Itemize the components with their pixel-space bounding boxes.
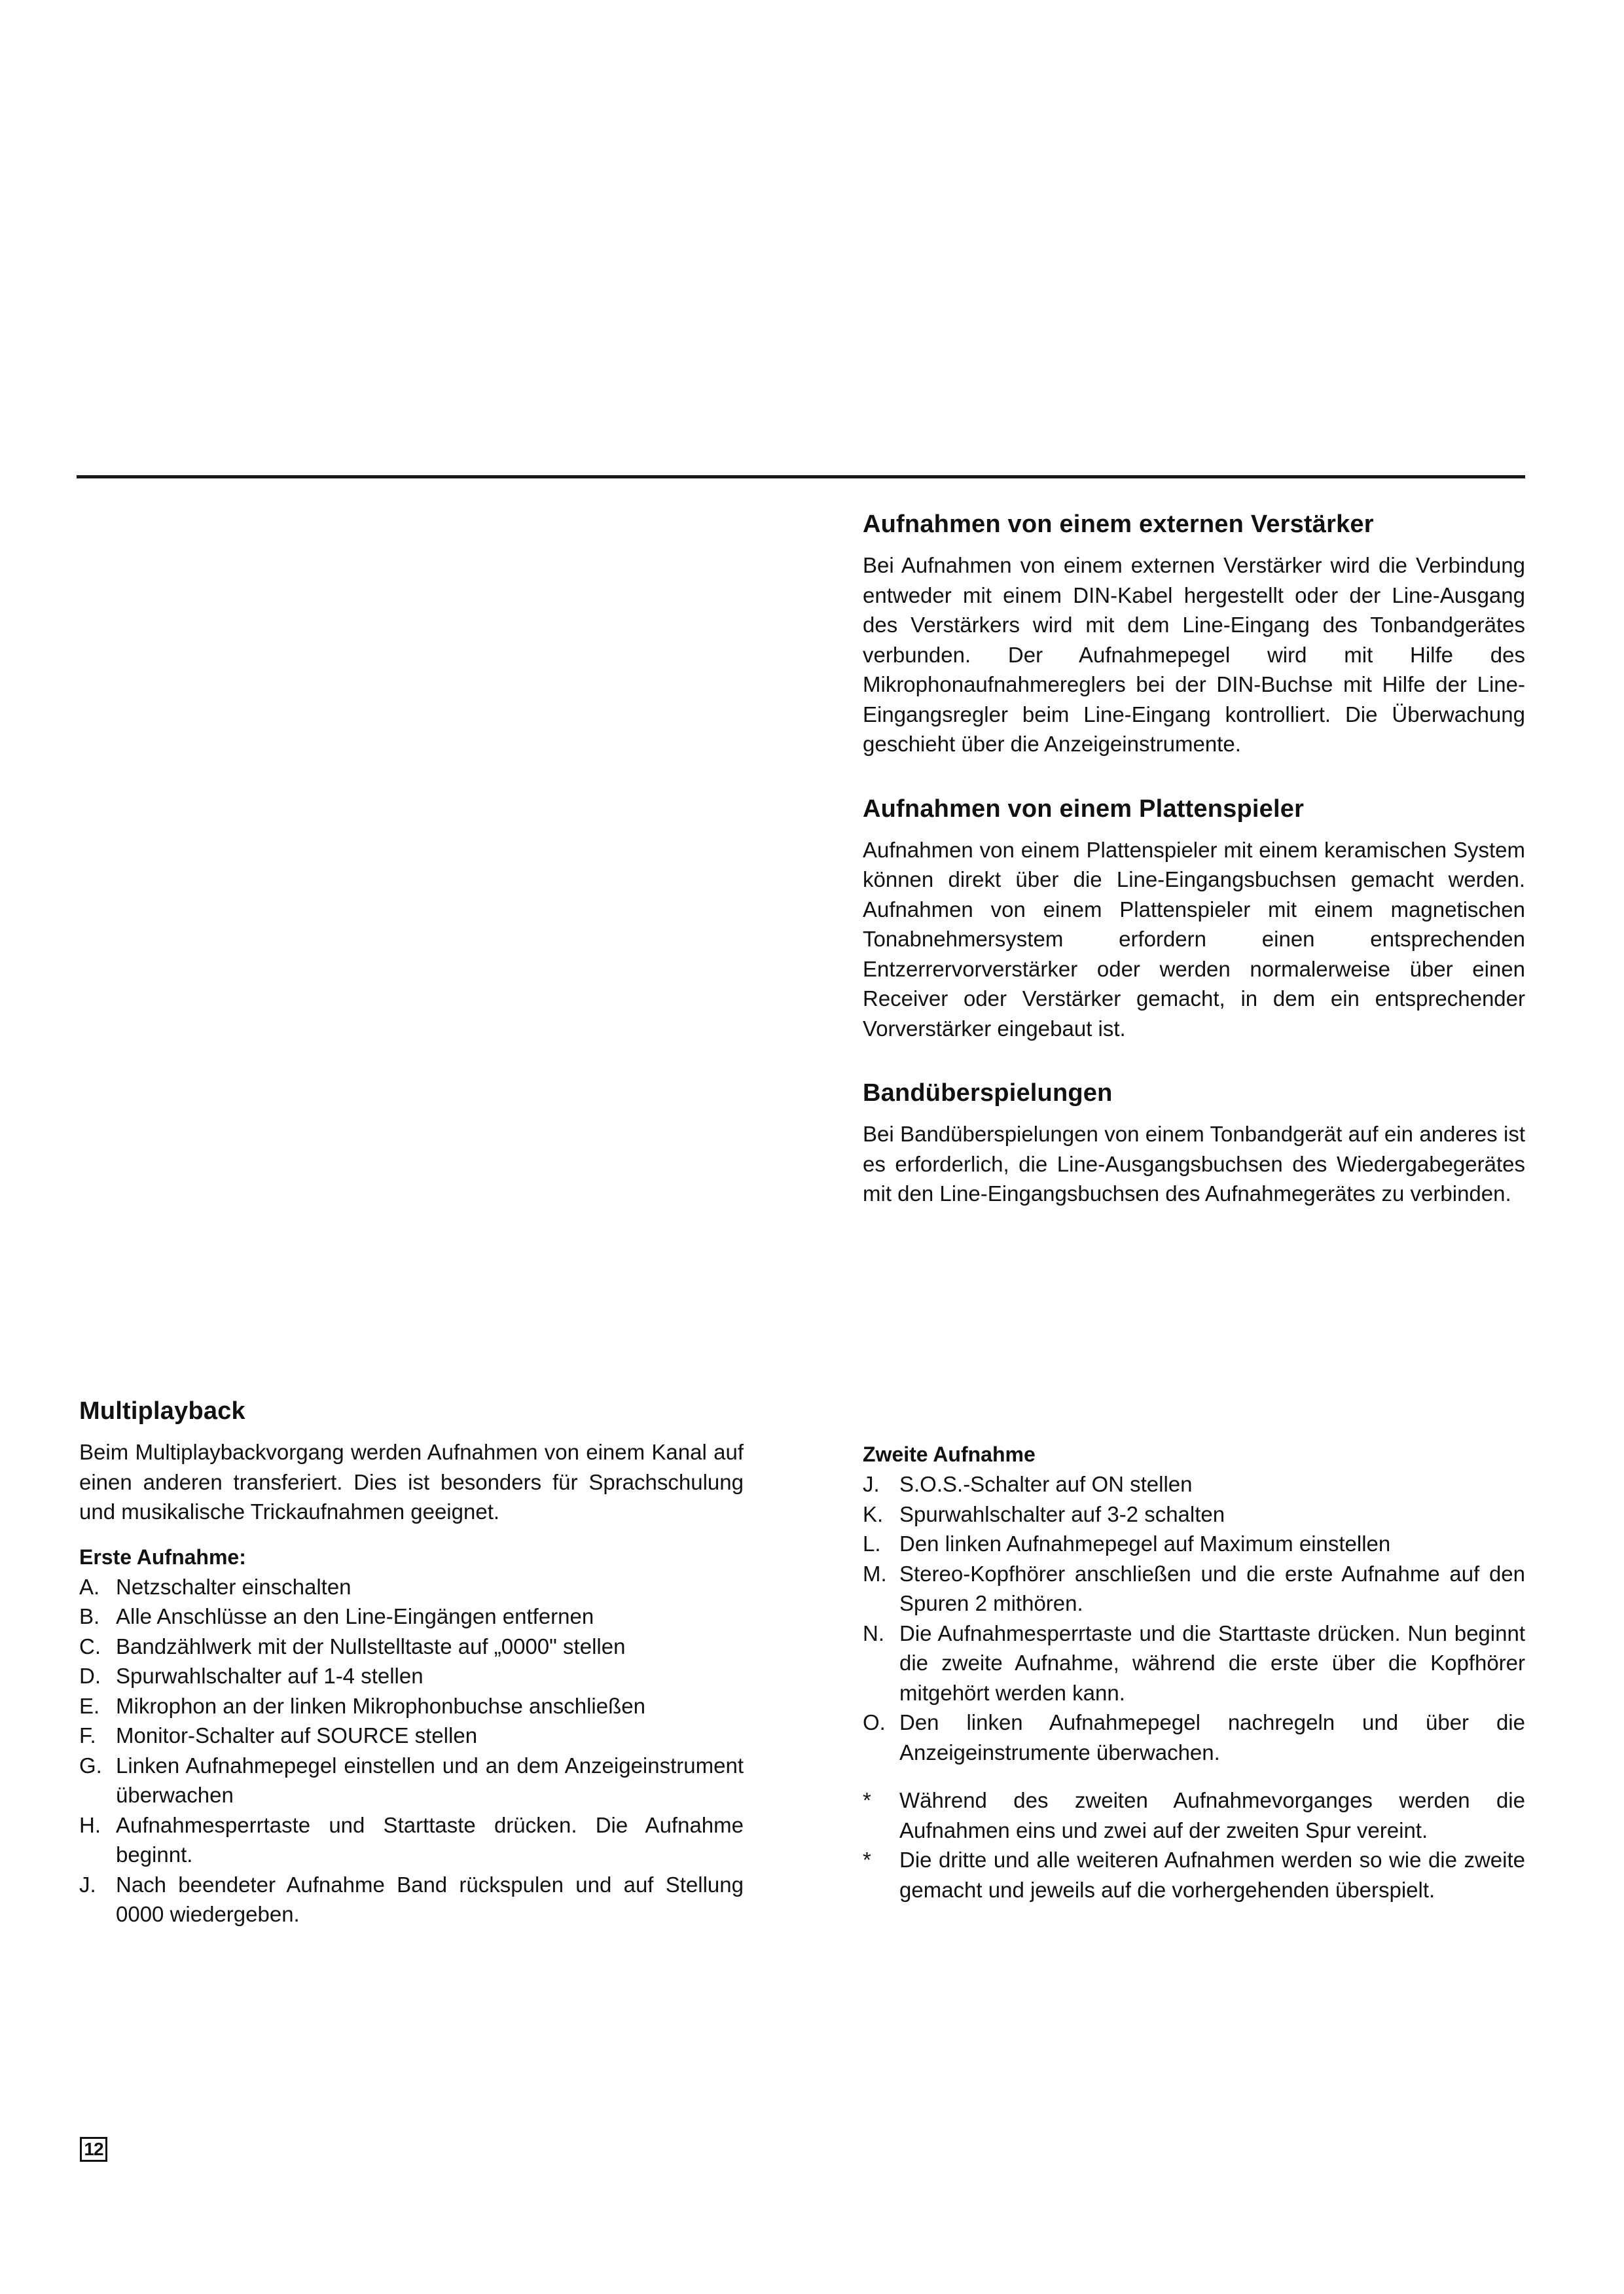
step-item [863,1619,1525,1708]
step-label: J. [79,1872,96,1897]
step-item [79,1632,744,1662]
first-recording-steps [79,1572,744,1929]
step-text: Alle Anschlüsse an den Line-Eingängen entfernen [116,1604,594,1628]
horizontal-divider [77,475,1525,478]
section-turntable [863,792,1525,1044]
step-item [79,1870,744,1929]
section-body: Bei Aufnahmen von einem externen Verstärker wird die Verbindung entweder mit einem DIN-Kabel hergestellt oder der Line-Ausgang des Verstärkers wird mit dem Line-Eingang des Tonbandgerätes verbunden. Der Aufnahmepegel wird mit Hilfe des Mikrophonaufnahmereglers bei der DIN-Buchse mit Hilfe der Line-Eingangsregler beim Line-Eingang kontrolliert. Die Überwachung geschieht über die Anzeigeinstrumente. [863,553,1525,756]
step-label: C. [79,1634,101,1658]
step-text: Spurwahlschalter auf 3-2 schalten [899,1501,1225,1526]
step-text: S.O.S.-Schalter auf ON stellen [899,1472,1193,1496]
step-item [79,1661,744,1691]
section-heading: Bandüberspielungen [863,1079,1113,1107]
step-item [863,1469,1525,1499]
step-text: Stereo-Kopfhörer anschließen und die erste Aufnahme auf den Spuren 2 mithören. [899,1561,1525,1615]
step-item [863,1499,1525,1530]
step-item [863,1708,1525,1767]
step-text: Nach beendeter Aufnahme Band rückspulen und auf Stellung 0000 wiedergeben. [116,1872,744,1926]
step-label: K. [863,1501,884,1526]
step-text: Netzschalter einschalten [116,1574,352,1599]
note-item [863,1785,1525,1845]
step-item [863,1529,1525,1559]
step-item [79,1572,744,1602]
step-label: E. [79,1693,100,1718]
section-intro: Beim Multiplaybackvorgang werden Aufnahmen von einem Kanal auf einen anderen transferiert. Dies ist besonders für Sprachschulung und musikalische Trickaufnahmen geeignet. [79,1440,744,1524]
section-external-amplifier [863,507,1525,759]
step-label: D. [79,1664,101,1688]
step-label: O. [863,1710,886,1734]
step-label: L. [863,1532,881,1556]
step-item [863,1559,1525,1619]
first-recording-title: Erste Aufnahme: [79,1545,246,1569]
step-label: H. [79,1812,101,1837]
step-text: Bandzählwerk mit der Nullstelltaste auf „0000" stellen [116,1634,626,1658]
section-heading: Aufnahmen von einem Plattenspieler [863,795,1305,823]
step-item [79,1602,744,1632]
step-text: Mikrophon an der linken Mikrophonbuchse anschließen [116,1693,645,1718]
step-label: F. [79,1723,96,1747]
second-recording-title: Zweite Aufnahme [863,1443,1036,1466]
step-label: J. [863,1472,880,1496]
step-text: Spurwahlschalter auf 1-4 stellen [116,1664,424,1688]
section-body: Aufnahmen von einem Plattenspieler mit einem keramischen System können direkt über die Line-Eingangsbuchsen gemacht werden. Aufnahmen von einem Plattenspieler mit einem magnetischen Tonabnehmersystem erfordern einen entsprechenden Entzerrervorverstärker oder werden normalerweise über einen Receiver oder Verstärker gemacht, in dem ein entsprechender Vorverstärker eingebaut ist. [863,837,1525,1041]
second-recording-steps [863,1469,1525,1767]
step-text: Den linken Aufnahmepegel auf Maximum einstellen [899,1532,1391,1556]
note-item [863,1845,1525,1905]
step-label: A. [79,1574,100,1599]
right-column-top [863,507,1525,1242]
step-item [79,1691,744,1721]
second-recording-section [863,1440,1525,1905]
step-item [79,1810,744,1870]
notes-list [863,1785,1525,1905]
step-label: B. [79,1604,100,1628]
step-text: Linken Aufnahmepegel einstellen und an dem Anzeigeinstrument überwachen [116,1753,744,1807]
note-text: Während des zweiten Aufnahmevorganges werden die Aufnahmen eins und zwei auf der zweiten Spur vereint. [899,1788,1525,1842]
asterisk-marker: * [863,1788,871,1812]
page-number: 12 [80,2137,107,2162]
step-label: N. [863,1621,884,1645]
note-text: Die dritte und alle weiteren Aufnahmen werden so wie die zweite gemacht und jeweils auf die vorhergehenden überspielt. [899,1848,1525,1902]
step-label: G. [79,1753,102,1778]
section-heading: Multiplayback [79,1397,245,1425]
step-text: Den linken Aufnahmepegel nachregeln und über die Anzeigeinstrumente überwachen. [899,1710,1525,1765]
section-heading: Aufnahmen von einem externen Verstärker [863,511,1374,538]
section-tape-dubbing [863,1076,1525,1209]
step-item [79,1721,744,1751]
step-text: Die Aufnahmesperrtaste und die Starttaste drücken. Nun beginnt die zweite Aufnahme, während die erste über die Kopfhörer mitgehört werden kann. [899,1621,1525,1705]
multiplayback-section [79,1394,744,1929]
section-body: Bei Bandüberspielungen von einem Tonbandgerät auf ein anderes ist es erforderlich, die Line-Ausgangsbuchsen des Wiedergabegerätes mit den Line-Eingangsbuchsen des Aufnahmegerätes zu verbinden. [863,1122,1525,1206]
step-text: Aufnahmesperrtaste und Starttaste drücken. Die Aufnahme beginnt. [116,1812,744,1867]
step-text: Monitor-Schalter auf SOURCE stellen [116,1723,478,1747]
step-label: M. [863,1561,887,1586]
asterisk-marker: * [863,1848,871,1872]
step-item [79,1751,744,1810]
